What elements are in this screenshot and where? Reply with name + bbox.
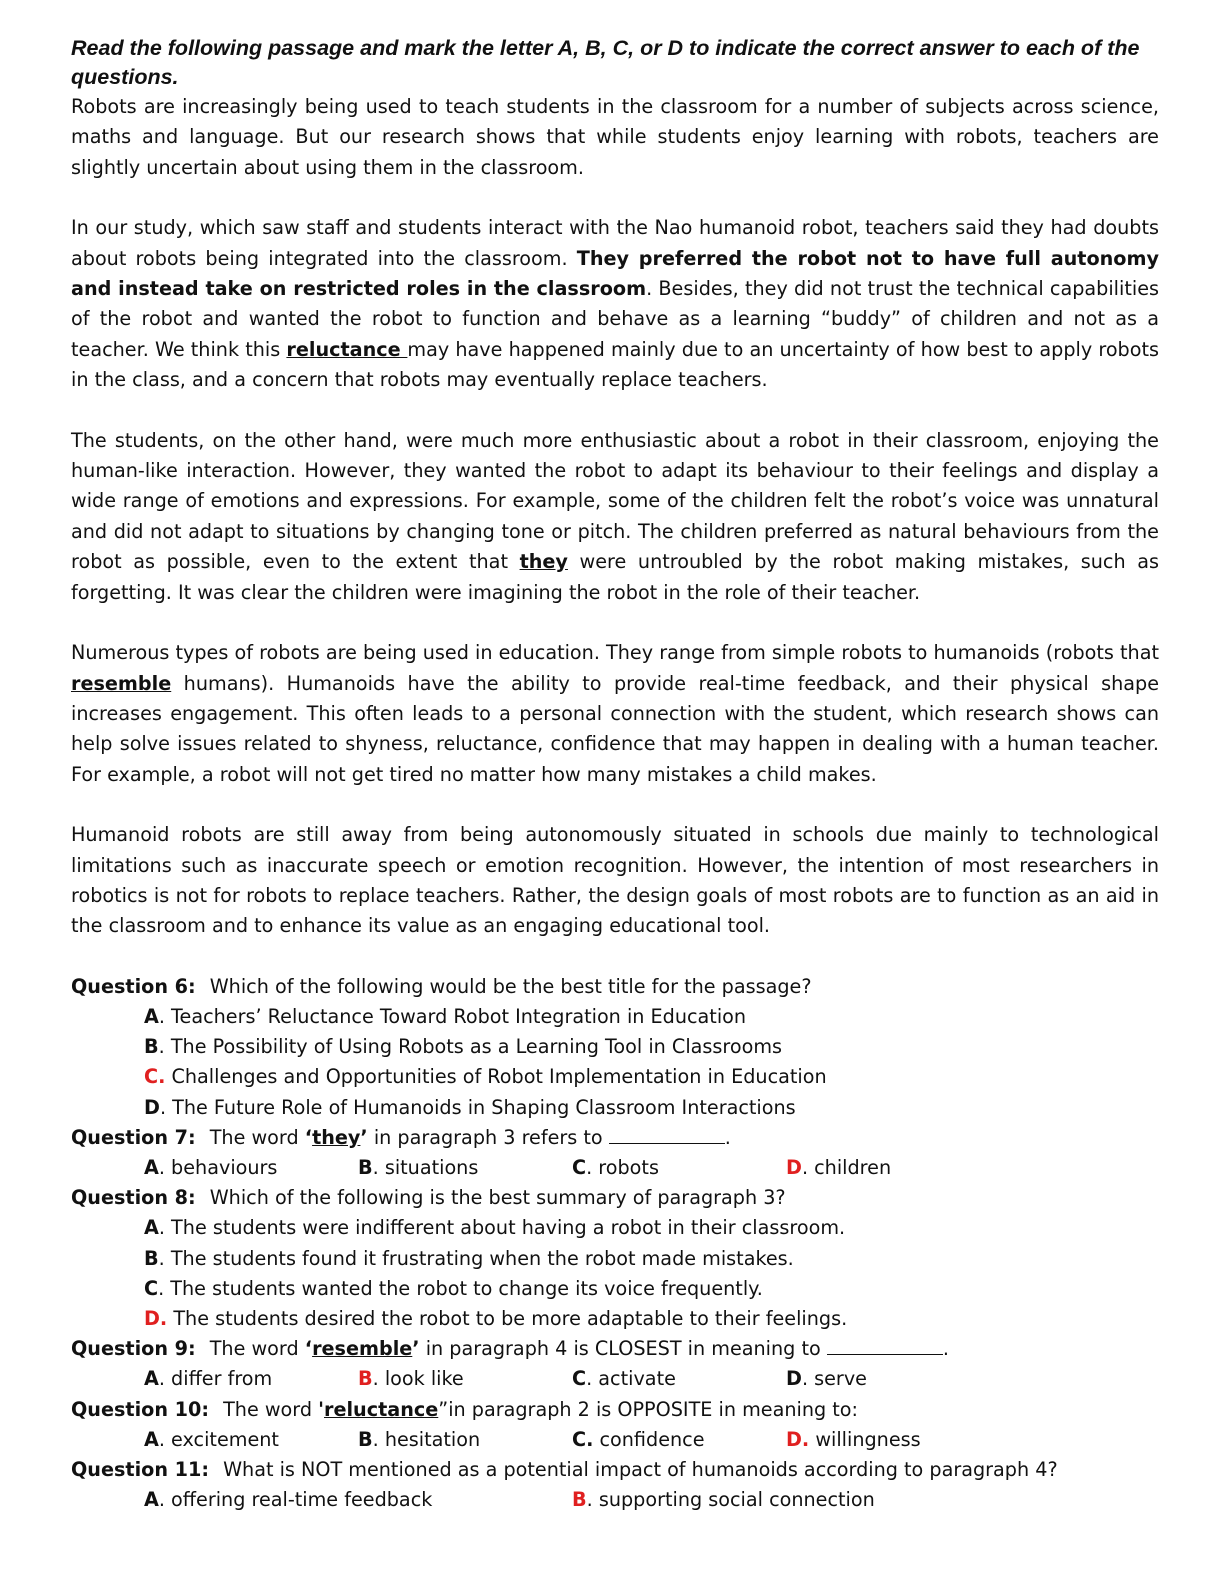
option-text: . The students wanted the robot to change its voice frequently. [158,1276,763,1300]
question-8 [71,1183,1159,1213]
question-keyword: reluctance [324,1397,439,1421]
option-letter: A [144,1488,159,1512]
q7-option-d[interactable] [786,1153,1000,1183]
question-end: . [724,1125,731,1149]
question-label: Question 8: [71,1186,196,1210]
q9-option-d[interactable] [786,1364,1000,1394]
question-7 [71,1123,1159,1153]
question-label: Question 6: [71,974,196,998]
option-letter-answer: D [786,1155,802,1179]
option-letter: A [144,1367,159,1391]
q10-option-d[interactable] [786,1425,1000,1455]
p2-bold-sentence: They preferred the robot not to have full autonomy and instead take on restricted roles in the classroom [71,246,1159,301]
p4-text-a: Numerous types of robots are being used in education. They range from simple robots to humanoids (robots that [71,641,1159,665]
q8-option-d[interactable] [144,1304,1159,1334]
option-letter: D [786,1367,802,1391]
option-letter-answer: D. [144,1306,168,1330]
option-text: . Teachers’ Reluctance Toward Robot Integration in Education [158,1004,747,1028]
option-letter: C [572,1367,587,1391]
option-letter: C [144,1276,159,1300]
option-text: . activate [586,1367,676,1391]
p2-text-c: may have happened mainly due to an uncertainty of how best to apply robots in the class, and a concern that robots may eventually replace teachers. [71,337,1159,392]
question-10 [71,1395,1159,1425]
option-letter: B [144,1246,159,1270]
option-text: . look like [372,1367,464,1391]
q9-option-b[interactable] [358,1364,572,1394]
paragraph-5: Humanoid robots are still away from being autonomously situated in schools due mainly to technological limitations such as inaccurate speech or emotion recognition. However, the intention of most researchers in robotics is not for robots to replace teachers. Rather, the design goals of most robots are to function as an aid in the classroom and to enhance its value as an engaging educational tool. [71,823,1159,938]
highlighted-word-resemble: resemble [71,671,172,695]
option-text: . situations [372,1155,479,1179]
option-text: willingness [809,1427,921,1451]
instructions: Read the following passage and mark the letter A, B, C, or D to indicate the correct answer to each of the questions. [71,36,1140,89]
option-text: confidence [593,1427,705,1451]
answer-blank [609,1125,725,1144]
q9-option-a[interactable] [144,1364,358,1394]
worksheet-page [71,34,1159,1515]
option-letter: A [144,1427,159,1451]
question-text: What is NOT mentioned as a potential impact of humanoids according to paragraph 4? [223,1458,1058,1481]
question-label: Question 10: [71,1397,210,1421]
option-letter-answer: B [572,1488,587,1512]
option-text: . excitement [158,1427,279,1451]
question-text: in paragraph 3 refers to [367,1125,609,1149]
option-text: . The students found it frustrating when the robot made mistakes. [158,1246,794,1270]
question-text: The word [209,1125,305,1149]
q6-option-d[interactable] [144,1093,1159,1123]
question-text: The word [209,1337,305,1361]
option-letter: C. [572,1427,594,1451]
question-label: Question 7: [71,1125,196,1149]
highlighted-word-reluctance: reluctance [286,337,408,361]
question-6 [71,972,1159,1002]
q8-option-a[interactable] [144,1213,1159,1243]
question-keyword: they [312,1125,361,1149]
question-9 [71,1334,1159,1364]
q8-option-b[interactable] [144,1244,1159,1274]
option-text: . hesitation [372,1427,481,1451]
question-keyword: resemble [312,1337,413,1361]
option-text: . The students were indifferent about having a robot in their classroom. [158,1216,846,1240]
quote-mark: ‘ [304,1337,313,1361]
p4-text-b: humans). Humanoids have the ability to provide real-time feedback, and their physical shape increases engagement. This often leads to a personal connection with the student, which research shows can help solve issues related to shyness, reluctance, confidence that may happen in dealing with a human teacher. For example, a robot will not get tired no matter how many mistakes a child makes. [71,671,1159,786]
paragraph-2 [71,213,1159,395]
q7-option-a[interactable] [144,1153,358,1183]
paragraph-3 [71,426,1159,608]
question-label: Question 11: [71,1458,210,1481]
question-text: The word [223,1397,319,1421]
answer-blank [827,1336,943,1355]
option-letter: B [358,1427,373,1451]
paragraph-1: Robots are increasingly being used to teach students in the classroom for a number of subjects across science, maths and language. But our research shows that while students enjoy learning with robots, teachers are slightly uncertain about using them in the classroom. [71,95,1159,179]
paragraph-4 [71,638,1159,790]
option-letter-answer: C. [144,1065,166,1089]
p2-text-a: In our study, which saw staff and students interact with the Nao humanoid robot, teachers said they had doubts about robots being integrated into the classroom. [71,216,1159,270]
question-text: in paragraph 4 is CLOSEST in meaning to [419,1337,827,1361]
q10-options [144,1425,1159,1455]
option-letter-answer: D. [786,1427,810,1451]
q7-options [144,1153,1159,1183]
q6-option-c[interactable] [144,1062,1159,1092]
option-letter: B [358,1155,373,1179]
option-text: . The Future Role of Humanoids in Shaping Classroom Interactions [159,1095,796,1119]
q6-option-a[interactable] [144,1002,1159,1032]
q11-option-b[interactable] [572,1485,1000,1515]
quote-mark: ‘ [304,1125,313,1149]
option-letter: A [144,1216,159,1240]
option-letter: D [144,1095,160,1119]
option-letter: A [144,1004,159,1028]
q11-option-a[interactable] [144,1485,572,1515]
option-letter: A [144,1155,159,1179]
quote-mark: ’ [412,1337,420,1361]
option-text: . children [801,1155,892,1179]
question-text: ”in paragraph 2 is OPPOSITE in meaning to: [438,1397,859,1421]
option-text: . robots [586,1155,659,1179]
highlighted-word-they: they [519,550,568,574]
option-letter-answer: B [358,1367,373,1391]
q10-option-c[interactable] [572,1425,786,1455]
p3-text-b: were untroubled by the robot making mistakes, such as forgetting. It was clear the children were imagining the robot in the role of their teacher. [71,550,1159,604]
option-letter: C [572,1155,587,1179]
question-text: Which of the following would be the best title for the passage? [209,974,812,998]
p3-text-a: The students, on the other hand, were much more enthusiastic about a robot in their classroom, enjoying the human-like interaction. However, they wanted the robot to adapt its behaviour to their feelings and display a wide range of emotions and expressions. For example, some of the children felt the robot’s voice was unnatural and did not adapt to situations by changing tone or pitch. The children preferred as natural behaviours from the robot as possible, even to the extent that [71,428,1159,574]
q8-option-c[interactable] [144,1274,1159,1304]
q6-option-b[interactable] [144,1032,1159,1062]
option-text: . The Possibility of Using Robots as a Learning Tool in Classrooms [158,1035,783,1059]
option-text: The students desired the robot to be more adaptable to their feelings. [167,1306,848,1330]
q9-option-c[interactable] [572,1364,786,1394]
q10-option-b[interactable] [358,1425,572,1455]
q11-options [144,1485,1159,1515]
option-text: . supporting social connection [586,1488,875,1512]
option-text: . behaviours [158,1155,278,1179]
option-text: . offering real-time feedback [158,1488,433,1512]
p2-text-b: . Besides, they did not trust the technical capabilities of the robot and wanted the robot to function and behave as a learning “buddy” of children and not as a teacher. We think this [71,277,1159,361]
question-label: Question 9: [71,1337,196,1361]
option-text: . differ from [158,1367,273,1391]
q7-option-c[interactable] [572,1153,786,1183]
question-11 [71,1455,1159,1485]
option-text: Challenges and Opportunities of Robot Implementation in Education [165,1065,827,1089]
option-letter: B [144,1035,159,1059]
option-text: . serve [801,1367,867,1391]
question-end: . [942,1337,949,1361]
quote-mark: ’ [360,1125,368,1149]
q9-options [144,1364,1159,1394]
quote-mark: ' [318,1397,324,1421]
question-text: Which of the following is the best summary of paragraph 3? [209,1186,786,1210]
q10-option-a[interactable] [144,1425,358,1455]
q7-option-b[interactable] [358,1153,572,1183]
